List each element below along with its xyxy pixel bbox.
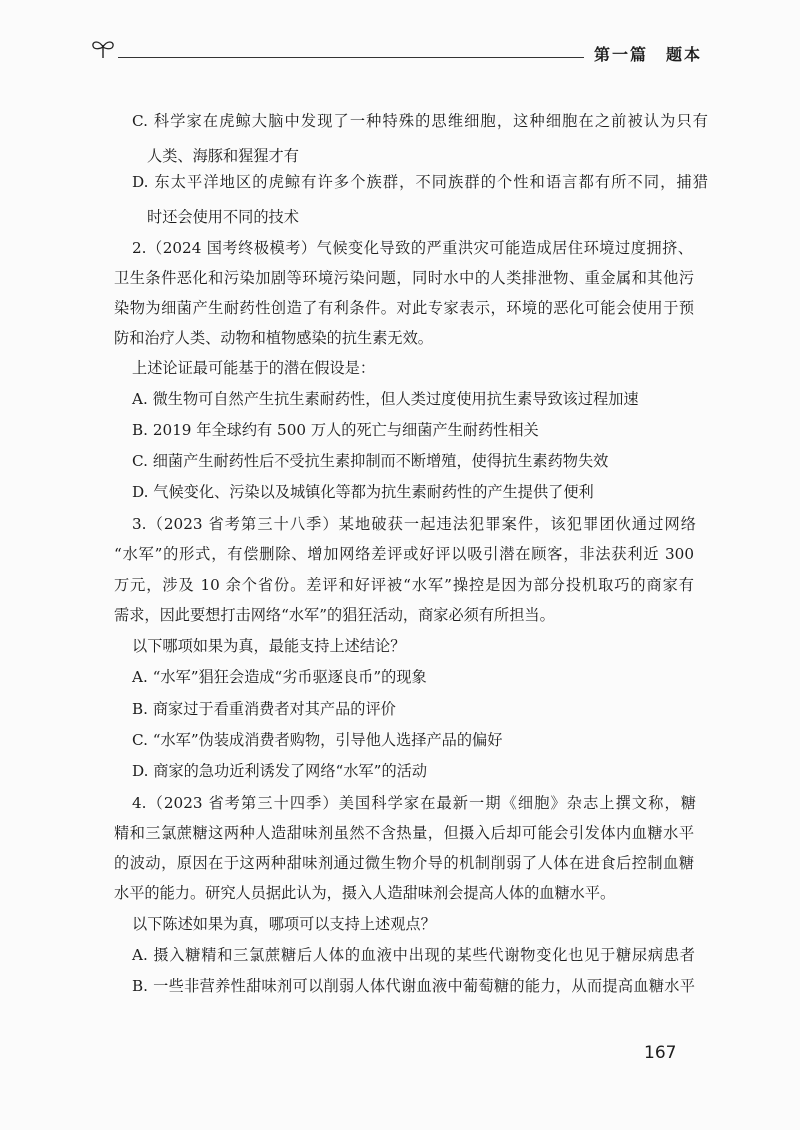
q2-stem-line2: 卫生条件恶化和污染加剧等环境污染问题，同时水中的人类排泄物、重金属和其他污 [114, 269, 694, 287]
q3-option-a: A. “水军”猖狂会造成“劣币驱逐良币”的现象 [132, 668, 427, 686]
q2-stem-line1: 2.（2024 国考终极模考）气候变化导致的严重洪灾可能造成居住环境过度拥挤、 [132, 239, 693, 257]
page-number: 167 [644, 1043, 677, 1063]
q1-option-d-line2: 时还会使用不同的技术 [147, 208, 299, 226]
q3-stem-line3: 万元，涉及 10 余个省份。差评和好评被“水军”操控是因为部分投机取巧的商家有 [114, 576, 694, 594]
q4-stem-line1: 4.（2023 省考第三十四季）美国科学家在最新一期《细胞》杂志上撰文称，糖 [132, 794, 696, 812]
q2-option-a: A. 微生物可自然产生抗生素耐药性，但人类过度使用抗生素导致该过程加速 [132, 390, 639, 408]
q3-option-d: D. 商家的急功近利诱发了网络“水军”的活动 [132, 762, 428, 780]
q1-option-c-line2: 人类、海豚和猩猩才有 [147, 147, 299, 165]
q4-option-a: A. 摄入糖精和三氯蔗糖后人体的血液中出现的某些代谢物变化也见于糖尿病患者 [132, 946, 695, 964]
q1-option-c-line1: C. 科学家在虎鲸大脑中发现了一种特殊的思维细胞，这种细胞在之前被认为只有 [132, 112, 708, 130]
q4-stem-line3: 的波动，原因在于这两种甜味剂通过微生物介导的机制削弱了人体在进食后控制血糖 [114, 854, 694, 872]
q3-option-b: B. 商家过于看重消费者对其产品的评价 [132, 700, 396, 718]
q2-option-b: B. 2019 年全球约有 500 万人的死亡与细菌产生耐药性相关 [132, 421, 539, 439]
q4-option-b: B. 一些非营养性甜味剂可以削弱人体代谢血液中葡萄糖的能力，从而提高血糖水平 [132, 977, 695, 995]
q4-stem-line4: 水平的能力。研究人员据此认为，摄入人造甜味剂会提高人体的血糖水平。 [114, 884, 616, 902]
q2-stem-line4: 防和治疗人类、动物和植物感染的抗生素无效。 [114, 329, 433, 347]
q2-option-d: D. 气候变化、污染以及城镇化等都为抗生素耐药性的产生提供了便利 [132, 483, 594, 501]
q2-stem-line3: 染物为细菌产生耐药性创造了有利条件。对此专家表示，环境的恶化可能会使用于预 [114, 299, 694, 317]
q3-stem-line2: “水军”的形式，有偿删除、增加网络差评或好评以吸引潜在顾客，非法获利近 300 [114, 545, 694, 563]
q3-stem-line4: 需求，因此要想打击网络“水军”的猖狂活动，商家必须有所担当。 [114, 606, 555, 624]
header-title: 第一篇 题本 [593, 45, 702, 64]
q3-question: 以下哪项如果为真，最能支持上述结论？ [132, 637, 406, 655]
q4-question: 以下陈述如果为真，哪项可以支持上述观点？ [132, 915, 436, 933]
q3-stem-line1: 3.（2023 省考第三十八季）某地破获一起违法犯罪案件，该犯罪团伙通过网络 [132, 515, 696, 533]
q2-option-c: C. 细菌产生耐药性后不受抗生素抑制而不断增殖，使得抗生素药物失效 [132, 452, 609, 470]
q2-question: 上述论证最可能基于的潜在假设是： [132, 359, 375, 377]
q1-option-d-line1: D. 东太平洋地区的虎鲸有许多个族群，不同族群的个性和语言都有所不同，捕猎 [132, 173, 708, 191]
q4-stem-line2: 精和三氯蔗糖这两种人造甜味剂虽然不含热量，但摄入后却可能会引发体内血糖水平 [114, 824, 694, 842]
q3-option-c: C. “水军”伪装成消费者购物，引导他人选择产品的偏好 [132, 731, 503, 749]
